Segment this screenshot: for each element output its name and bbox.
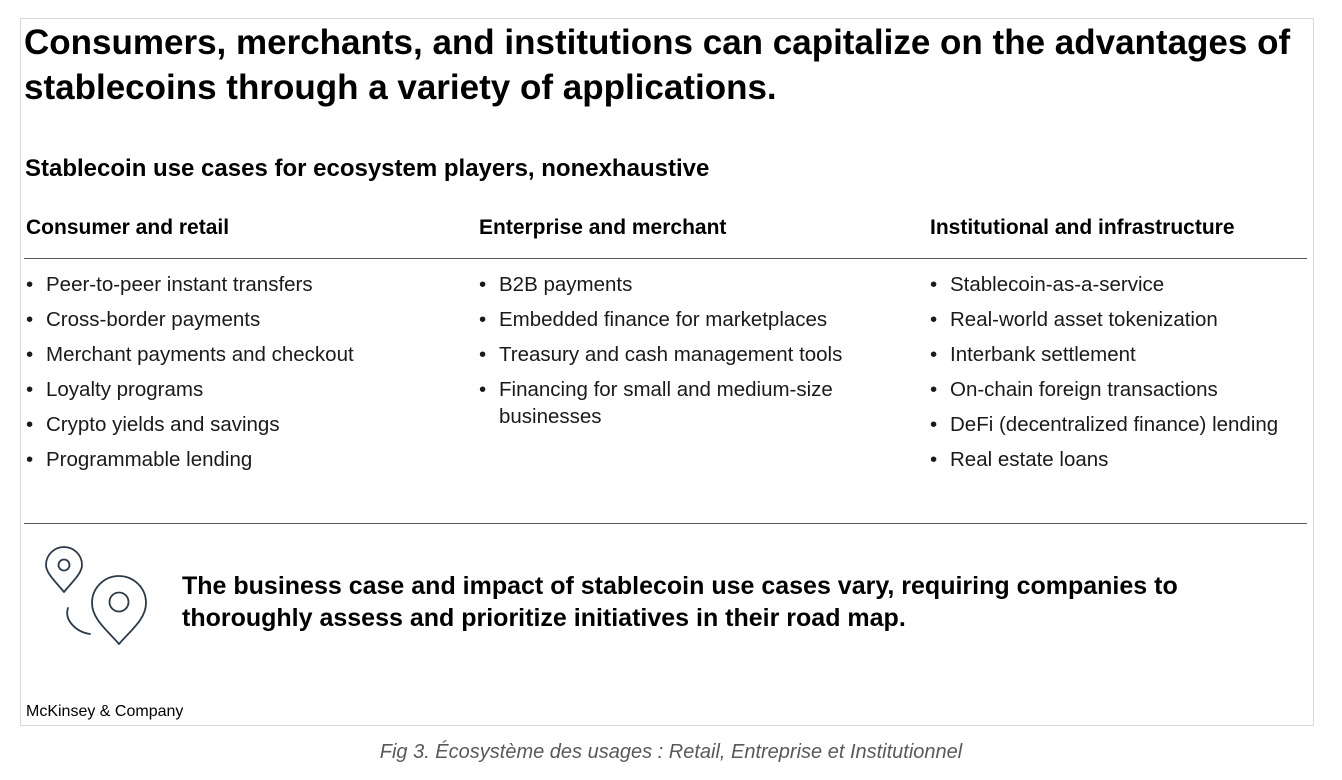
list-item bbox=[930, 411, 1310, 438]
bullet-glyph: • bbox=[26, 448, 34, 471]
headline: Consumers, merchants, and institutions can capitalize on the advantages of stablecoins through a variety of applications. bbox=[24, 23, 1291, 107]
bullet-glyph: • bbox=[930, 308, 938, 331]
bullet-glyph: • bbox=[26, 273, 34, 296]
list-item bbox=[26, 411, 466, 438]
bullet-glyph: • bbox=[26, 378, 34, 401]
column-title-consumer: Consumer and retail bbox=[26, 216, 230, 239]
list-item-label: Loyalty programs bbox=[46, 378, 204, 401]
bullet-glyph: • bbox=[930, 273, 938, 296]
column-title-institutional: Institutional and infrastructure bbox=[930, 216, 1235, 239]
list-item-label: DeFi (decentralized finance) lending bbox=[950, 413, 1279, 436]
list-item bbox=[26, 376, 466, 403]
list-item bbox=[930, 446, 1310, 473]
bullet-glyph: • bbox=[930, 378, 938, 401]
list-item bbox=[930, 271, 1310, 298]
list-item bbox=[479, 271, 849, 298]
callout-text: The business case and impact of stablecoin use cases vary, requiring companies to thoroughly assess and prioritize initiatives in their road map. bbox=[182, 572, 1178, 632]
bullet-glyph: • bbox=[930, 343, 938, 366]
bullet-glyph: • bbox=[479, 308, 487, 331]
use-case-list-institutional bbox=[930, 271, 1310, 481]
bullet-glyph: • bbox=[26, 343, 34, 366]
list-item bbox=[479, 376, 849, 430]
bullet-glyph: • bbox=[26, 413, 34, 436]
large-pin-hole bbox=[110, 593, 129, 612]
list-item-label: Real-world asset tokenization bbox=[950, 308, 1218, 331]
list-item-label: Cross-border payments bbox=[46, 308, 261, 331]
list-item-label: Merchant payments and checkout bbox=[46, 343, 354, 366]
list-item bbox=[479, 306, 849, 333]
list-item-label: Real estate loans bbox=[950, 448, 1109, 471]
bullet-glyph: • bbox=[479, 343, 487, 366]
subheading: Stablecoin use cases for ecosystem players, nonexhaustive bbox=[25, 155, 710, 182]
small-pin-hole bbox=[59, 560, 70, 571]
list-item-label: Treasury and cash management tools bbox=[499, 343, 843, 366]
small-pin-shape bbox=[46, 547, 82, 592]
map-pins-icon bbox=[40, 546, 152, 650]
header-divider bbox=[24, 258, 1307, 259]
list-item bbox=[930, 341, 1310, 368]
list-item-label: On-chain foreign transactions bbox=[950, 378, 1218, 401]
bullet-glyph: • bbox=[479, 273, 487, 296]
bullet-glyph: • bbox=[26, 308, 34, 331]
section-divider bbox=[24, 523, 1307, 524]
bullet-glyph: • bbox=[930, 448, 938, 471]
list-item-label: Crypto yields and savings bbox=[46, 413, 280, 436]
source-credit: McKinsey & Company bbox=[26, 703, 184, 720]
list-item-label: Stablecoin-as-a-service bbox=[950, 273, 1165, 296]
list-item-label: Peer-to-peer instant transfers bbox=[46, 273, 313, 296]
list-item bbox=[930, 306, 1310, 333]
bullet-glyph: • bbox=[930, 413, 938, 436]
list-item bbox=[930, 376, 1310, 403]
list-item-label: B2B payments bbox=[499, 273, 633, 296]
list-item-label: Programmable lending bbox=[46, 448, 253, 471]
route-arc bbox=[67, 608, 90, 634]
list-item bbox=[26, 341, 466, 368]
list-item-label: Financing for small and medium-size businesses bbox=[499, 378, 833, 428]
bullet-glyph: • bbox=[479, 378, 487, 401]
figure-caption: Fig 3. Écosystème des usages : Retail, Entreprise et Institutionnel bbox=[379, 741, 963, 763]
list-item bbox=[479, 341, 849, 368]
list-item-label: Interbank settlement bbox=[950, 343, 1136, 366]
list-item-label: Embedded finance for marketplaces bbox=[499, 308, 828, 331]
large-pin-shape bbox=[92, 576, 146, 644]
list-item bbox=[26, 271, 466, 298]
column-title-enterprise: Enterprise and merchant bbox=[479, 216, 727, 239]
use-case-list-enterprise bbox=[479, 271, 849, 438]
list-item bbox=[26, 306, 466, 333]
use-case-list-consumer bbox=[26, 271, 466, 481]
list-item bbox=[26, 446, 466, 473]
